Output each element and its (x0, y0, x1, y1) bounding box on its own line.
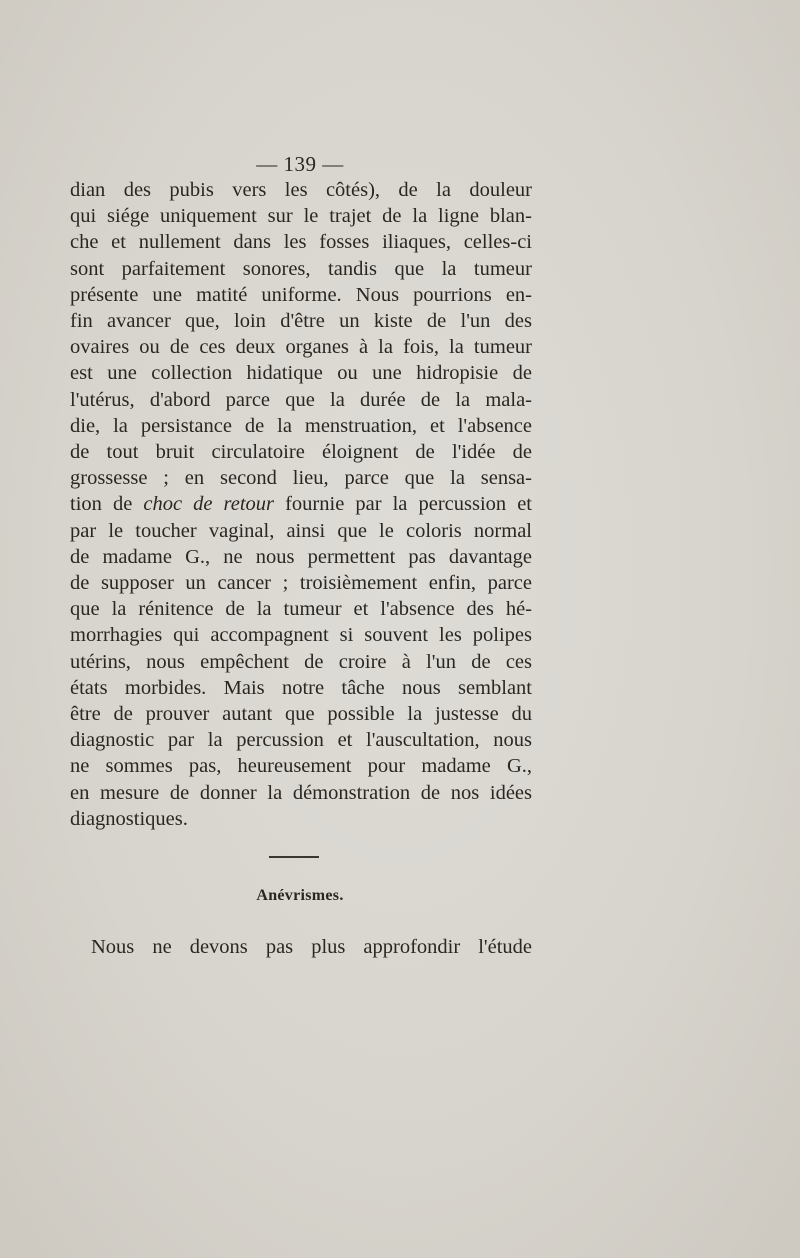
text-line: utérins, nous empêchent de croire à l'un de ces (70, 650, 532, 673)
text-line: de supposer un cancer ; troisièmement enfin, parce (70, 572, 532, 595)
text-line: présente une matité uniforme. Nous pourrions en- (70, 283, 532, 306)
text-line: l'utérus, d'abord parce que la durée de la mala- (70, 388, 532, 411)
text-line: morrhagies qui accompagnent si souvent les polipes (70, 624, 532, 647)
italic-phrase: choc de retour (143, 493, 275, 516)
section-title: Anévrismes. (256, 887, 344, 904)
text-line: être de prouver autant que possible la justesse du (70, 703, 532, 726)
text-line: diagnostiques. (70, 807, 188, 830)
text-line: Nous ne devons pas plus approfondir l'étude (91, 936, 532, 958)
text-line: états morbides. Mais notre tâche nous semblant (70, 676, 532, 699)
text-segment: fournie par la percussion et (274, 493, 532, 516)
text-line: che et nullement dans les fosses iliaques, celles-ci (70, 231, 532, 254)
text-segment: tion de (70, 493, 144, 516)
text-line: die, la persistance de la menstruation, et l'absence (70, 414, 532, 437)
text-line: de madame G., ne nous permettent pas davantage (70, 545, 532, 568)
text-line: dian des pubis vers les côtés), de la douleur (70, 179, 532, 201)
text-line-with-italic (70, 491, 532, 517)
text-line: que la rénitence de la tumeur et l'absence des hé- (70, 598, 532, 621)
page-number: — 139 — (256, 152, 344, 176)
text-line: de tout bruit circulatoire éloignent de l'idée de (70, 441, 532, 464)
text-line: ovaires ou de ces deux organes à la fois, la tumeur (70, 336, 532, 359)
section-separator (269, 856, 319, 858)
text-line: sont parfaitement sonores, tandis que la tumeur (70, 257, 532, 280)
text-line: grossesse ; en second lieu, parce que la sensa- (70, 467, 532, 490)
text-line: par le toucher vaginal, ainsi que le coloris normal (70, 519, 532, 542)
text-line: en mesure de donner la démonstration de nos idées (70, 781, 532, 804)
text-line: qui siége uniquement sur le trajet de la ligne blan- (70, 205, 532, 228)
body-text (70, 177, 532, 832)
text-line: ne sommes pas, heureusement pour madame G., (70, 755, 532, 778)
text-line: est une collection hidatique ou une hidropisie de (70, 362, 532, 385)
text-line: fin avancer que, loin d'être un kiste de l'un des (70, 310, 532, 333)
text-line: diagnostic par la percussion et l'auscultation, nous (70, 729, 532, 752)
